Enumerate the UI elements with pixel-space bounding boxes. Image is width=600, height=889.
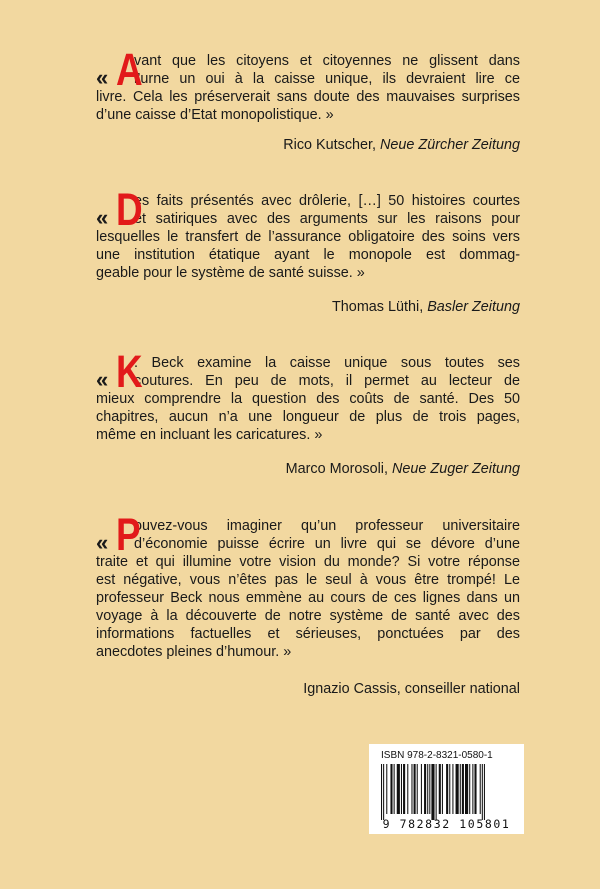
barcode-bar — [431, 764, 434, 820]
barcode-bars — [379, 764, 515, 820]
quote-line: es faits présentés avec drôlerie, […] 50 histoires courtes — [134, 193, 520, 209]
quote-1-author — [283, 136, 520, 154]
author-source: Basler Zeitung — [427, 299, 520, 315]
barcode-bar — [411, 764, 412, 814]
barcode-bar — [427, 764, 428, 814]
barcode-bar — [386, 764, 387, 814]
quote-line: informations factuelles et sérieuses, ponctuées par des — [96, 626, 520, 642]
barcode-bar — [394, 764, 395, 814]
barcode-bar — [407, 764, 408, 814]
barcode-bar — [403, 764, 405, 814]
quote-line: geable pour le système de santé suisse. » — [96, 265, 365, 281]
barcode-bar — [469, 764, 470, 814]
drop-cap: P — [116, 509, 141, 560]
quote-2-author — [332, 298, 520, 316]
barcode-bar — [439, 764, 441, 814]
quote-line: une institution étatique ayant le monopole est dommag- — [96, 247, 520, 263]
barcode-bar — [414, 764, 416, 814]
quote-line: livre. Cela les préserverait sans doute des mauvaises surprises — [96, 89, 520, 105]
drop-cap: A — [116, 44, 143, 95]
quote-line: chapitres, aucun n’a une longueur de plus de trois pages, — [96, 409, 520, 425]
barcode-bar — [460, 764, 461, 814]
barcode-bar — [446, 764, 448, 814]
author-name: Rico Kutscher, — [283, 137, 381, 153]
quote-line: l’urne un oui à la caisse unique, ils devraient lire ce — [134, 71, 520, 87]
barcode-bar — [442, 764, 443, 814]
quote-line: traite et qui illumine votre vision du monde? Si votre réponse — [96, 554, 520, 570]
author-source: Neue Zuger Zeitung — [392, 461, 520, 477]
quote-line: professeur Beck nous emmène au cours de ces lignes dans un — [96, 590, 520, 606]
barcode-digits: 9 782832 105801 — [382, 817, 511, 831]
author-name: Thomas Lüthi, — [332, 299, 428, 315]
drop-cap: K — [116, 346, 143, 397]
opening-guillemet: « — [96, 367, 109, 392]
quote-3 — [96, 346, 520, 444]
quote-line: est négative, vous n’êtes pas le seul à vous être trompé! Le — [96, 572, 520, 588]
barcode-bar — [480, 764, 481, 814]
quote-4-author — [303, 680, 520, 698]
barcode-bar — [474, 764, 476, 814]
barcode-bar — [429, 764, 430, 814]
barcode-bar — [465, 764, 468, 814]
barcode-bar — [456, 764, 459, 814]
quote-line: d’économie puisse écrire un livre qui se dévore d’une — [134, 536, 520, 552]
barcode-bar — [484, 764, 485, 820]
quote-line: et satiriques avec des arguments sur les raisons pour — [134, 211, 520, 227]
quote-2 — [96, 184, 520, 282]
barcode-bar — [417, 764, 418, 814]
quote-line: lesquelles le transfert de l’assurance obligatoire des soins vers — [96, 229, 520, 245]
barcode-bar — [452, 764, 453, 814]
barcode-bar — [383, 764, 384, 820]
opening-guillemet: « — [96, 530, 109, 555]
barcode-bar — [472, 764, 473, 814]
barcode-bar — [436, 764, 437, 820]
author-name: Marco Morosoli, — [285, 461, 392, 477]
barcode-bar — [462, 764, 464, 814]
barcode-bar — [397, 764, 400, 814]
quote-line: . Beck examine la caisse unique sous toutes ses — [134, 355, 520, 371]
opening-guillemet: « — [96, 65, 109, 90]
author-source: Neue Zürcher Zeitung — [380, 137, 520, 153]
quote-line: même en incluant les caricatures. » — [96, 427, 323, 443]
opening-guillemet: « — [96, 205, 109, 230]
quote-line: ouvez-vous imaginer qu’un professeur universitaire — [134, 518, 520, 534]
barcode-bar — [424, 764, 426, 814]
barcode-bar — [381, 764, 382, 820]
quote-line: anecdotes pleines d’humour. » — [96, 644, 292, 660]
barcode-bar — [449, 764, 450, 814]
isbn-label: ISBN 978-2-8321-0580-1 — [381, 750, 493, 761]
quote-line: mieux comprendre la question des coûts de santé. Des 50 — [96, 391, 520, 407]
barcode-bar — [421, 764, 422, 814]
quote-line: voyage à la découverte de notre système de santé avec des — [96, 608, 520, 624]
quote-4 — [96, 509, 520, 661]
quote-line: coutures. En peu de mots, il permet au lecteur de — [134, 373, 520, 389]
barcode-bar — [401, 764, 402, 814]
barcode-bar — [482, 764, 483, 820]
barcode — [369, 744, 524, 834]
quote-3-author — [286, 460, 520, 478]
author-name: Ignazio Cassis, conseiller national — [303, 681, 520, 697]
quote-line: d’une caisse d’Etat monopolistique. » — [96, 107, 334, 123]
drop-cap: D — [116, 184, 143, 235]
quote-line: vant que les citoyens et citoyennes ne glissent dans — [134, 53, 520, 69]
quote-1 — [96, 44, 520, 124]
barcode-bar — [390, 764, 392, 814]
